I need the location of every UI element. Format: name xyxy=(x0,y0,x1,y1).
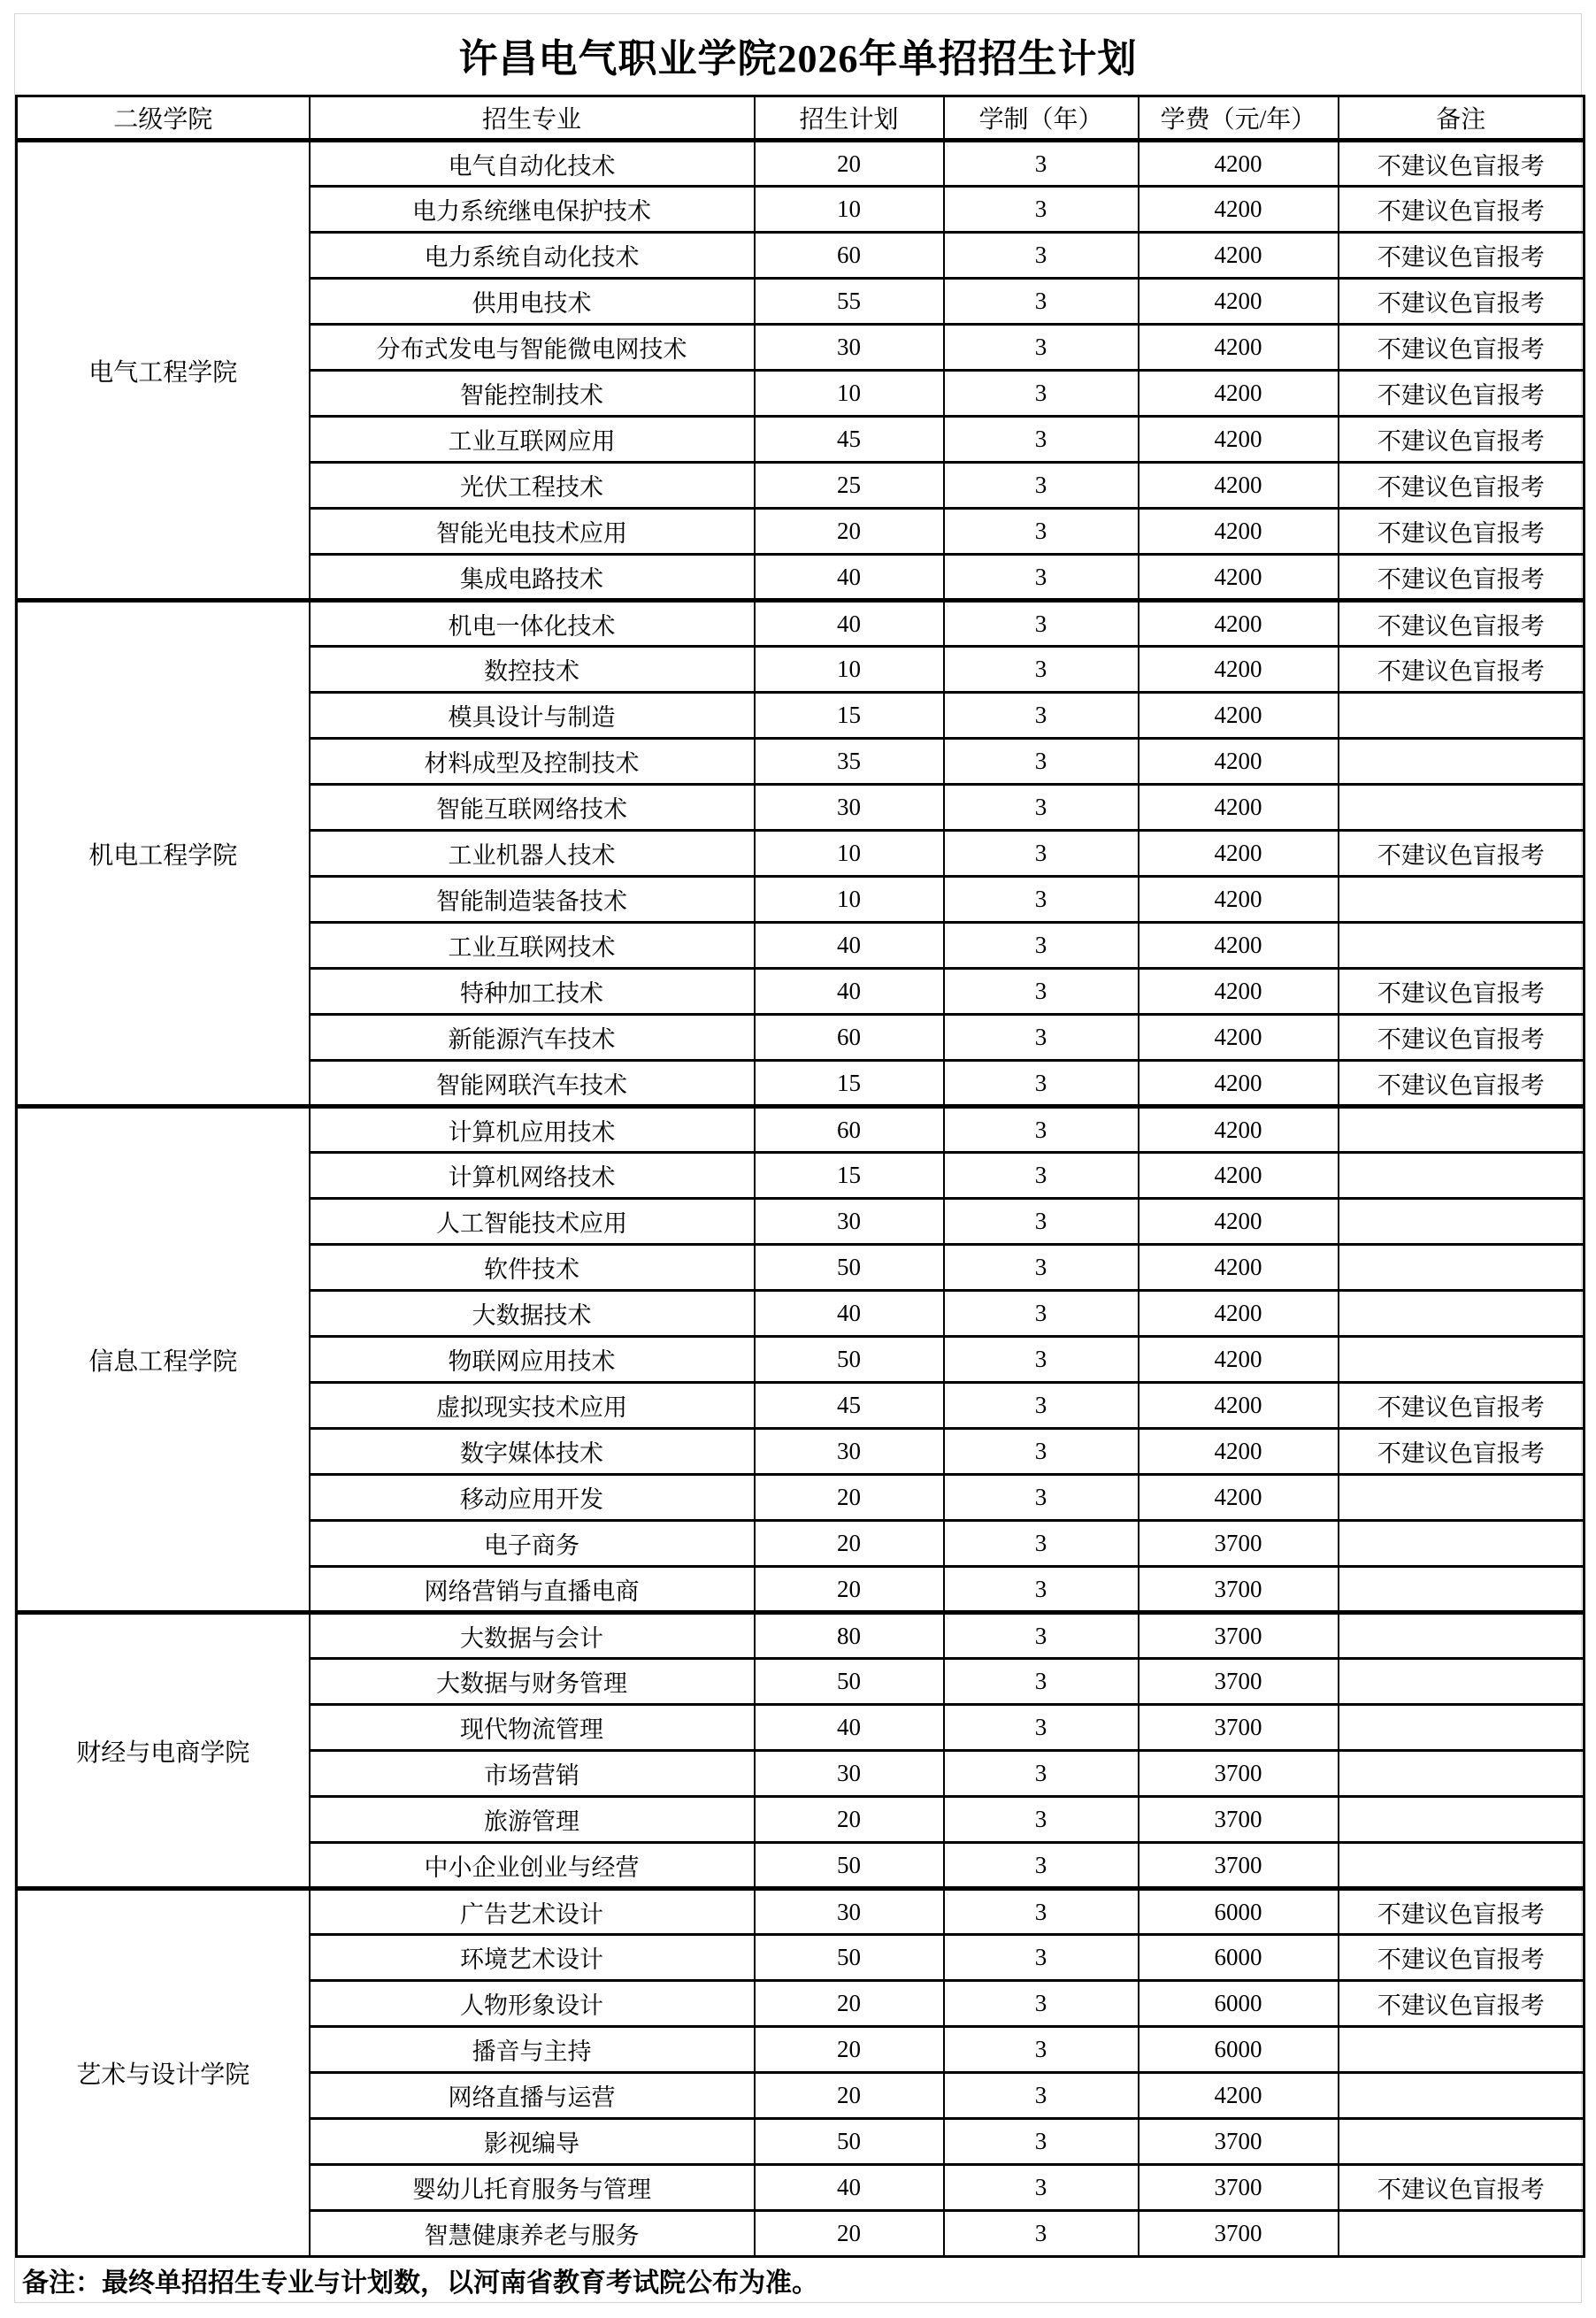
duration-cell: 3 xyxy=(944,2211,1139,2257)
plan-cell: 30 xyxy=(755,325,944,371)
tuition-cell: 4200 xyxy=(1139,509,1339,555)
plan-cell: 15 xyxy=(755,1061,944,1107)
duration-cell: 3 xyxy=(944,1659,1139,1705)
duration-cell: 3 xyxy=(944,1751,1139,1797)
plan-cell: 20 xyxy=(755,1521,944,1567)
major-cell: 计算机应用技术 xyxy=(310,1107,755,1153)
duration-cell: 3 xyxy=(944,1429,1139,1475)
remark-cell: 不建议色盲报考 xyxy=(1339,417,1584,463)
remark-cell: 不建议色盲报考 xyxy=(1339,1015,1584,1061)
plan-cell: 30 xyxy=(755,1889,944,1935)
duration-cell: 3 xyxy=(944,1475,1139,1521)
plan-cell: 20 xyxy=(755,1981,944,2027)
duration-cell: 3 xyxy=(944,1797,1139,1843)
tuition-cell: 4200 xyxy=(1139,1429,1339,1475)
remark-cell xyxy=(1339,1107,1584,1153)
remark-cell xyxy=(1339,1521,1584,1567)
college-cell: 财经与电商学院 xyxy=(17,1613,310,1889)
plan-cell: 25 xyxy=(755,463,944,509)
tuition-cell: 4200 xyxy=(1139,325,1339,371)
plan-cell: 35 xyxy=(755,739,944,785)
plan-cell: 50 xyxy=(755,1935,944,1981)
duration-cell: 3 xyxy=(944,601,1139,647)
major-cell: 电气自动化技术 xyxy=(310,141,755,187)
remark-cell xyxy=(1339,1751,1584,1797)
duration-cell: 3 xyxy=(944,1199,1139,1245)
plan-cell: 20 xyxy=(755,2211,944,2257)
plan-cell: 20 xyxy=(755,509,944,555)
table-row xyxy=(17,1107,1584,1153)
major-cell: 婴幼儿托育服务与管理 xyxy=(310,2165,755,2211)
major-cell: 虚拟现实技术应用 xyxy=(310,1383,755,1429)
plan-cell: 45 xyxy=(755,417,944,463)
tuition-cell: 4200 xyxy=(1139,969,1339,1015)
footer-note: 备注：最终单招招生专业与计划数，以河南省教育考试院公布为准。 xyxy=(22,2268,818,2298)
major-cell: 大数据与会计 xyxy=(310,1613,755,1659)
major-cell: 软件技术 xyxy=(310,1245,755,1291)
remark-cell xyxy=(1339,1843,1584,1889)
tuition-cell: 3700 xyxy=(1139,2119,1339,2165)
remark-cell xyxy=(1339,1797,1584,1843)
duration-cell: 3 xyxy=(944,1337,1139,1383)
major-cell: 人工智能技术应用 xyxy=(310,1199,755,1245)
plan-cell: 20 xyxy=(755,2073,944,2119)
major-cell: 智能网联汽车技术 xyxy=(310,1061,755,1107)
major-cell: 智能互联网络技术 xyxy=(310,785,755,831)
tuition-cell: 6000 xyxy=(1139,1935,1339,1981)
tuition-cell: 4200 xyxy=(1139,1199,1339,1245)
tuition-cell: 4200 xyxy=(1139,555,1339,601)
major-cell: 网络直播与运营 xyxy=(310,2073,755,2119)
duration-cell: 3 xyxy=(944,1383,1139,1429)
major-cell: 工业机器人技术 xyxy=(310,831,755,877)
major-cell: 环境艺术设计 xyxy=(310,1935,755,1981)
major-cell: 材料成型及控制技术 xyxy=(310,739,755,785)
tuition-cell: 4200 xyxy=(1139,2073,1339,2119)
major-cell: 大数据与财务管理 xyxy=(310,1659,755,1705)
tuition-cell: 4200 xyxy=(1139,739,1339,785)
plan-cell: 40 xyxy=(755,923,944,969)
duration-cell: 3 xyxy=(944,325,1139,371)
duration-cell: 3 xyxy=(944,187,1139,233)
duration-cell: 3 xyxy=(944,2073,1139,2119)
plan-cell: 30 xyxy=(755,1199,944,1245)
remark-cell xyxy=(1339,1199,1584,1245)
tuition-cell: 4200 xyxy=(1139,279,1339,325)
duration-cell: 3 xyxy=(944,1521,1139,1567)
tuition-cell: 4200 xyxy=(1139,1475,1339,1521)
duration-cell: 3 xyxy=(944,371,1139,417)
college-cell: 电气工程学院 xyxy=(17,141,310,601)
column-header-duration: 学制（年） xyxy=(944,96,1139,141)
remark-cell: 不建议色盲报考 xyxy=(1339,647,1584,693)
major-cell: 电子商务 xyxy=(310,1521,755,1567)
major-cell: 供用电技术 xyxy=(310,279,755,325)
tuition-cell: 4200 xyxy=(1139,1337,1339,1383)
major-cell: 旅游管理 xyxy=(310,1797,755,1843)
plan-cell: 30 xyxy=(755,1429,944,1475)
major-cell: 工业互联网技术 xyxy=(310,923,755,969)
plan-cell: 40 xyxy=(755,1705,944,1751)
major-cell: 新能源汽车技术 xyxy=(310,1015,755,1061)
tuition-cell: 3700 xyxy=(1139,1797,1339,1843)
major-cell: 智慧健康养老与服务 xyxy=(310,2211,755,2257)
plan-cell: 15 xyxy=(755,693,944,739)
tuition-cell: 4200 xyxy=(1139,831,1339,877)
plan-cell: 60 xyxy=(755,233,944,279)
plan-cell: 40 xyxy=(755,2165,944,2211)
tuition-cell: 4200 xyxy=(1139,417,1339,463)
duration-cell: 3 xyxy=(944,1107,1139,1153)
remark-cell: 不建议色盲报考 xyxy=(1339,187,1584,233)
duration-cell: 3 xyxy=(944,1613,1139,1659)
duration-cell: 3 xyxy=(944,2119,1139,2165)
tuition-cell: 4200 xyxy=(1139,877,1339,923)
remark-cell xyxy=(1339,739,1584,785)
plan-cell: 20 xyxy=(755,141,944,187)
duration-cell: 3 xyxy=(944,877,1139,923)
plan-cell: 20 xyxy=(755,1567,944,1613)
remark-cell xyxy=(1339,2073,1584,2119)
plan-cell: 80 xyxy=(755,1613,944,1659)
remark-cell: 不建议色盲报考 xyxy=(1339,1383,1584,1429)
major-cell: 影视编导 xyxy=(310,2119,755,2165)
tuition-cell: 4200 xyxy=(1139,187,1339,233)
plan-cell: 60 xyxy=(755,1015,944,1061)
remark-cell xyxy=(1339,1291,1584,1337)
plan-cell: 10 xyxy=(755,371,944,417)
major-cell: 计算机网络技术 xyxy=(310,1153,755,1199)
major-cell: 工业互联网应用 xyxy=(310,417,755,463)
tuition-cell: 3700 xyxy=(1139,1567,1339,1613)
remark-cell xyxy=(1339,693,1584,739)
remark-cell: 不建议色盲报考 xyxy=(1339,141,1584,187)
major-cell: 智能光电技术应用 xyxy=(310,509,755,555)
duration-cell: 3 xyxy=(944,233,1139,279)
major-cell: 分布式发电与智能微电网技术 xyxy=(310,325,755,371)
plan-cell: 50 xyxy=(755,1245,944,1291)
tuition-cell: 4200 xyxy=(1139,233,1339,279)
plan-cell: 20 xyxy=(755,2027,944,2073)
major-cell: 网络营销与直播电商 xyxy=(310,1567,755,1613)
column-header-tuition: 学费（元/年） xyxy=(1139,96,1339,141)
plan-cell: 10 xyxy=(755,187,944,233)
major-cell: 模具设计与制造 xyxy=(310,693,755,739)
plan-cell: 20 xyxy=(755,1475,944,1521)
major-cell: 大数据技术 xyxy=(310,1291,755,1337)
tuition-cell: 4200 xyxy=(1139,1383,1339,1429)
remark-cell: 不建议色盲报考 xyxy=(1339,1889,1584,1935)
college-cell: 信息工程学院 xyxy=(17,1107,310,1613)
remark-cell xyxy=(1339,1153,1584,1199)
remark-cell: 不建议色盲报考 xyxy=(1339,601,1584,647)
duration-cell: 3 xyxy=(944,1291,1139,1337)
major-cell: 现代物流管理 xyxy=(310,1705,755,1751)
duration-cell: 3 xyxy=(944,555,1139,601)
duration-cell: 3 xyxy=(944,417,1139,463)
tuition-cell: 4200 xyxy=(1139,463,1339,509)
column-header-plan: 招生计划 xyxy=(755,96,944,141)
page-title: 许昌电气职业学院2026年单招招生计划 xyxy=(458,36,1138,81)
remark-cell: 不建议色盲报考 xyxy=(1339,555,1584,601)
tuition-cell: 6000 xyxy=(1139,2027,1339,2073)
remark-cell: 不建议色盲报考 xyxy=(1339,1061,1584,1107)
major-cell: 播音与主持 xyxy=(310,2027,755,2073)
remark-cell: 不建议色盲报考 xyxy=(1339,1935,1584,1981)
plan-cell: 15 xyxy=(755,1153,944,1199)
remark-cell: 不建议色盲报考 xyxy=(1339,509,1584,555)
duration-cell: 3 xyxy=(944,831,1139,877)
remark-cell xyxy=(1339,1337,1584,1383)
duration-cell: 3 xyxy=(944,1889,1139,1935)
duration-cell: 3 xyxy=(944,923,1139,969)
remark-cell: 不建议色盲报考 xyxy=(1339,371,1584,417)
remark-cell xyxy=(1339,1659,1584,1705)
duration-cell: 3 xyxy=(944,647,1139,693)
tuition-cell: 4200 xyxy=(1139,693,1339,739)
tuition-cell: 4200 xyxy=(1139,1291,1339,1337)
remark-cell xyxy=(1339,785,1584,831)
tuition-cell: 4200 xyxy=(1139,141,1339,187)
title-block xyxy=(15,14,1581,95)
tuition-cell: 4200 xyxy=(1139,1153,1339,1199)
plan-cell: 30 xyxy=(755,1751,944,1797)
remark-cell xyxy=(1339,1567,1584,1613)
tuition-cell: 3700 xyxy=(1139,1843,1339,1889)
duration-cell: 3 xyxy=(944,969,1139,1015)
remark-cell: 不建议色盲报考 xyxy=(1339,279,1584,325)
remark-cell: 不建议色盲报考 xyxy=(1339,1429,1584,1475)
tuition-cell: 4200 xyxy=(1139,1015,1339,1061)
tuition-cell: 6000 xyxy=(1139,1889,1339,1935)
remark-cell: 不建议色盲报考 xyxy=(1339,233,1584,279)
remark-cell xyxy=(1339,1475,1584,1521)
duration-cell: 3 xyxy=(944,739,1139,785)
duration-cell: 3 xyxy=(944,141,1139,187)
duration-cell: 3 xyxy=(944,1015,1139,1061)
tuition-cell: 3700 xyxy=(1139,1751,1339,1797)
duration-cell: 3 xyxy=(944,1935,1139,1981)
duration-cell: 3 xyxy=(944,1061,1139,1107)
major-cell: 光伏工程技术 xyxy=(310,463,755,509)
major-cell: 人物形象设计 xyxy=(310,1981,755,2027)
major-cell: 智能控制技术 xyxy=(310,371,755,417)
plan-cell: 10 xyxy=(755,647,944,693)
college-cell: 机电工程学院 xyxy=(17,601,310,1107)
major-cell: 特种加工技术 xyxy=(310,969,755,1015)
major-cell: 移动应用开发 xyxy=(310,1475,755,1521)
remark-cell: 不建议色盲报考 xyxy=(1339,2165,1584,2211)
column-header-remark: 备注 xyxy=(1339,96,1584,141)
tuition-cell: 3700 xyxy=(1139,1659,1339,1705)
tuition-cell: 4200 xyxy=(1139,647,1339,693)
college-cell: 艺术与设计学院 xyxy=(17,1889,310,2257)
duration-cell: 3 xyxy=(944,1245,1139,1291)
major-cell: 中小企业创业与经营 xyxy=(310,1843,755,1889)
duration-cell: 3 xyxy=(944,693,1139,739)
table-row xyxy=(17,141,1584,187)
major-cell: 机电一体化技术 xyxy=(310,601,755,647)
major-cell: 电力系统继电保护技术 xyxy=(310,187,755,233)
remark-cell xyxy=(1339,877,1584,923)
tuition-cell: 6000 xyxy=(1139,1981,1339,2027)
remark-cell xyxy=(1339,1245,1584,1291)
remark-cell: 不建议色盲报考 xyxy=(1339,969,1584,1015)
duration-cell: 3 xyxy=(944,1843,1139,1889)
duration-cell: 3 xyxy=(944,2165,1139,2211)
tuition-cell: 4200 xyxy=(1139,1245,1339,1291)
plan-cell: 40 xyxy=(755,555,944,601)
duration-cell: 3 xyxy=(944,1567,1139,1613)
table-row xyxy=(17,601,1584,647)
duration-cell: 3 xyxy=(944,509,1139,555)
column-header-college: 二级学院 xyxy=(17,96,310,141)
plan-cell: 10 xyxy=(755,877,944,923)
duration-cell: 3 xyxy=(944,1153,1139,1199)
enrollment-table xyxy=(15,95,1585,2258)
major-cell: 电力系统自动化技术 xyxy=(310,233,755,279)
plan-cell: 20 xyxy=(755,1797,944,1843)
remark-cell xyxy=(1339,2027,1584,2073)
major-cell: 物联网应用技术 xyxy=(310,1337,755,1383)
plan-cell: 10 xyxy=(755,831,944,877)
remark-cell xyxy=(1339,923,1584,969)
remark-cell: 不建议色盲报考 xyxy=(1339,831,1584,877)
column-header-major: 招生专业 xyxy=(310,96,755,141)
tuition-cell: 4200 xyxy=(1139,1107,1339,1153)
tuition-cell: 3700 xyxy=(1139,1705,1339,1751)
remark-cell: 不建议色盲报考 xyxy=(1339,463,1584,509)
major-cell: 市场营销 xyxy=(310,1751,755,1797)
remark-cell: 不建议色盲报考 xyxy=(1339,1981,1584,2027)
tuition-cell: 4200 xyxy=(1139,601,1339,647)
plan-cell: 50 xyxy=(755,1337,944,1383)
header-row xyxy=(17,96,1584,141)
tuition-cell: 3700 xyxy=(1139,2165,1339,2211)
plan-cell: 50 xyxy=(755,1843,944,1889)
remark-cell xyxy=(1339,2211,1584,2257)
table-row xyxy=(17,1613,1584,1659)
plan-cell: 45 xyxy=(755,1383,944,1429)
sheet-frame xyxy=(14,13,1582,2303)
plan-cell: 60 xyxy=(755,1107,944,1153)
duration-cell: 3 xyxy=(944,279,1139,325)
major-cell: 数字媒体技术 xyxy=(310,1429,755,1475)
remark-cell xyxy=(1339,1613,1584,1659)
duration-cell: 3 xyxy=(944,1981,1139,2027)
remark-cell xyxy=(1339,1705,1584,1751)
tuition-cell: 4200 xyxy=(1139,923,1339,969)
duration-cell: 3 xyxy=(944,1705,1139,1751)
plan-cell: 40 xyxy=(755,1291,944,1337)
tuition-cell: 3700 xyxy=(1139,1613,1339,1659)
major-cell: 集成电路技术 xyxy=(310,555,755,601)
table-row xyxy=(17,1889,1584,1935)
duration-cell: 3 xyxy=(944,2027,1139,2073)
tuition-cell: 4200 xyxy=(1139,1061,1339,1107)
duration-cell: 3 xyxy=(944,785,1139,831)
remark-cell xyxy=(1339,2119,1584,2165)
tuition-cell: 4200 xyxy=(1139,371,1339,417)
plan-cell: 50 xyxy=(755,2119,944,2165)
plan-cell: 55 xyxy=(755,279,944,325)
tuition-cell: 3700 xyxy=(1139,1521,1339,1567)
duration-cell: 3 xyxy=(944,463,1139,509)
tuition-cell: 4200 xyxy=(1139,785,1339,831)
plan-cell: 30 xyxy=(755,785,944,831)
plan-cell: 40 xyxy=(755,601,944,647)
plan-cell: 50 xyxy=(755,1659,944,1705)
major-cell: 广告艺术设计 xyxy=(310,1889,755,1935)
tuition-cell: 3700 xyxy=(1139,2211,1339,2257)
major-cell: 智能制造装备技术 xyxy=(310,877,755,923)
remark-cell: 不建议色盲报考 xyxy=(1339,325,1584,371)
major-cell: 数控技术 xyxy=(310,647,755,693)
plan-cell: 40 xyxy=(755,969,944,1015)
